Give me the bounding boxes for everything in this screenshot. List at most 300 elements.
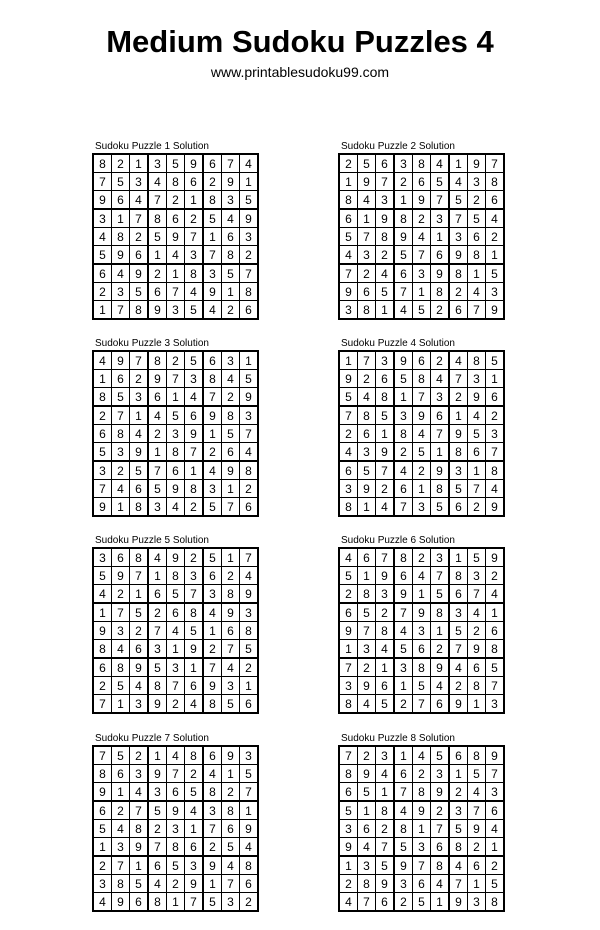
grid-cell: 5 bbox=[486, 875, 505, 893]
grid-cell: 7 bbox=[222, 154, 240, 173]
grid-cell: 9 bbox=[394, 351, 413, 370]
grid-cell: 5 bbox=[93, 567, 112, 585]
grid-cell: 9 bbox=[185, 640, 204, 659]
grid-cell: 8 bbox=[376, 801, 395, 820]
grid-cell: 8 bbox=[431, 283, 450, 301]
grid-cell: 2 bbox=[93, 283, 112, 301]
grid-cell: 4 bbox=[358, 191, 376, 210]
grid-cell: 7 bbox=[358, 893, 376, 912]
grid-cell: 4 bbox=[431, 154, 450, 173]
grid-cell: 1 bbox=[468, 875, 486, 893]
grid-cell: 1 bbox=[339, 640, 358, 659]
grid-row bbox=[93, 228, 258, 246]
grid-cell: 9 bbox=[358, 173, 376, 191]
grid-cell: 6 bbox=[468, 228, 486, 246]
grid-cell: 9 bbox=[394, 585, 413, 604]
grid-cell: 5 bbox=[394, 838, 413, 857]
grid-cell: 4 bbox=[222, 370, 240, 388]
grid-cell: 5 bbox=[222, 425, 240, 443]
grid-cell: 4 bbox=[148, 406, 167, 425]
grid-cell: 1 bbox=[93, 370, 112, 388]
grid-cell: 4 bbox=[93, 585, 112, 604]
grid-cell: 6 bbox=[376, 893, 395, 912]
grid-cell: 2 bbox=[394, 695, 413, 714]
grid-cell: 3 bbox=[431, 765, 450, 783]
grid-cell: 8 bbox=[93, 388, 112, 407]
grid-cell: 9 bbox=[112, 567, 130, 585]
grid-row bbox=[339, 695, 504, 714]
grid-cell: 6 bbox=[394, 567, 413, 585]
grid-cell: 4 bbox=[413, 425, 431, 443]
grid-cell: 5 bbox=[468, 209, 486, 228]
grid-row bbox=[93, 765, 258, 783]
grid-row bbox=[339, 351, 504, 370]
grid-row bbox=[339, 406, 504, 425]
puzzle-1 bbox=[92, 141, 262, 320]
grid-cell: 6 bbox=[468, 443, 486, 462]
grid-cell: 1 bbox=[203, 875, 222, 893]
grid-cell: 3 bbox=[240, 228, 259, 246]
grid-row bbox=[339, 301, 504, 320]
grid-row bbox=[339, 246, 504, 265]
grid-cell: 6 bbox=[222, 443, 240, 462]
grid-cell: 9 bbox=[449, 246, 468, 265]
grid-cell: 7 bbox=[339, 658, 358, 677]
grid-cell: 2 bbox=[240, 480, 259, 498]
grid-cell: 8 bbox=[148, 209, 167, 228]
grid-cell: 9 bbox=[376, 567, 395, 585]
grid-cell: 7 bbox=[486, 154, 505, 173]
grid-cell: 3 bbox=[339, 480, 358, 498]
grid-cell: 8 bbox=[130, 820, 149, 838]
grid-cell: 4 bbox=[240, 154, 259, 173]
grid-cell: 1 bbox=[358, 498, 376, 517]
grid-cell: 1 bbox=[449, 548, 468, 567]
grid-cell: 2 bbox=[358, 658, 376, 677]
grid-cell: 4 bbox=[449, 856, 468, 875]
grid-cell: 3 bbox=[486, 783, 505, 802]
grid-cell: 7 bbox=[486, 443, 505, 462]
grid-cell: 3 bbox=[358, 443, 376, 462]
grid-cell: 9 bbox=[93, 191, 112, 210]
grid-cell: 1 bbox=[240, 351, 259, 370]
grid-cell: 2 bbox=[376, 603, 395, 622]
grid-cell: 3 bbox=[240, 406, 259, 425]
grid-cell: 3 bbox=[148, 154, 167, 173]
grid-cell: 9 bbox=[468, 388, 486, 407]
grid-row bbox=[339, 228, 504, 246]
grid-row bbox=[93, 425, 258, 443]
grid-cell: 1 bbox=[431, 893, 450, 912]
grid-cell: 6 bbox=[112, 765, 130, 783]
grid-cell: 5 bbox=[394, 640, 413, 659]
grid-cell: 5 bbox=[130, 461, 149, 480]
grid-cell: 1 bbox=[339, 173, 358, 191]
grid-cell: 6 bbox=[185, 173, 204, 191]
grid-cell: 2 bbox=[339, 425, 358, 443]
grid-cell: 7 bbox=[93, 173, 112, 191]
grid-cell: 1 bbox=[394, 746, 413, 765]
grid-cell: 6 bbox=[148, 856, 167, 875]
grid-cell: 3 bbox=[358, 856, 376, 875]
grid-cell: 6 bbox=[148, 585, 167, 604]
grid-cell: 8 bbox=[185, 264, 204, 283]
grid-cell: 2 bbox=[376, 246, 395, 265]
grid-cell: 3 bbox=[376, 746, 395, 765]
grid-row bbox=[339, 498, 504, 517]
grid-cell: 1 bbox=[394, 677, 413, 695]
grid-row bbox=[93, 746, 258, 765]
grid-cell: 6 bbox=[93, 264, 112, 283]
grid-cell: 7 bbox=[358, 622, 376, 640]
grid-cell: 2 bbox=[468, 622, 486, 640]
grid-cell: 7 bbox=[449, 209, 468, 228]
grid-cell: 9 bbox=[358, 677, 376, 695]
grid-cell: 6 bbox=[376, 677, 395, 695]
grid-cell: 3 bbox=[203, 801, 222, 820]
grid-cell: 5 bbox=[376, 283, 395, 301]
grid-cell: 1 bbox=[468, 264, 486, 283]
grid-cell: 8 bbox=[486, 173, 505, 191]
grid-cell: 1 bbox=[185, 191, 204, 210]
grid-cell: 3 bbox=[376, 351, 395, 370]
grid-cell: 4 bbox=[394, 622, 413, 640]
grid-cell: 9 bbox=[449, 893, 468, 912]
grid-cell: 9 bbox=[413, 603, 431, 622]
grid-cell: 1 bbox=[376, 783, 395, 802]
grid-cell: 4 bbox=[240, 567, 259, 585]
grid-cell: 5 bbox=[449, 622, 468, 640]
grid-cell: 7 bbox=[376, 548, 395, 567]
grid-cell: 6 bbox=[185, 677, 204, 695]
grid-cell: 1 bbox=[203, 622, 222, 640]
grid-cell: 8 bbox=[339, 191, 358, 210]
grid-cell: 9 bbox=[93, 783, 112, 802]
grid-cell: 9 bbox=[167, 801, 185, 820]
grid-cell: 3 bbox=[394, 658, 413, 677]
grid-cell: 7 bbox=[93, 746, 112, 765]
grid-cell: 5 bbox=[394, 246, 413, 265]
grid-cell: 5 bbox=[148, 801, 167, 820]
grid-cell: 5 bbox=[130, 603, 149, 622]
grid-cell: 8 bbox=[413, 370, 431, 388]
grid-cell: 2 bbox=[240, 893, 259, 912]
grid-cell: 9 bbox=[413, 406, 431, 425]
grid-cell: 9 bbox=[167, 228, 185, 246]
puzzle-2 bbox=[338, 141, 508, 320]
grid-cell: 3 bbox=[339, 301, 358, 320]
grid-cell: 4 bbox=[240, 838, 259, 857]
grid-cell: 4 bbox=[203, 765, 222, 783]
grid-row bbox=[93, 461, 258, 480]
grid-cell: 8 bbox=[358, 301, 376, 320]
grid-cell: 2 bbox=[167, 191, 185, 210]
grid-row bbox=[339, 480, 504, 498]
grid-row bbox=[93, 191, 258, 210]
grid-cell: 3 bbox=[185, 856, 204, 875]
grid-cell: 9 bbox=[468, 154, 486, 173]
grid-cell: 7 bbox=[148, 461, 167, 480]
grid-cell: 7 bbox=[394, 498, 413, 517]
grid-cell: 2 bbox=[112, 461, 130, 480]
grid-cell: 3 bbox=[203, 480, 222, 498]
grid-cell: 2 bbox=[112, 585, 130, 604]
grid-cell: 9 bbox=[112, 246, 130, 265]
grid-cell: 2 bbox=[240, 246, 259, 265]
grid-cell: 1 bbox=[222, 548, 240, 567]
grid-cell: 9 bbox=[468, 640, 486, 659]
grid-cell: 2 bbox=[240, 658, 259, 677]
grid-cell: 6 bbox=[339, 603, 358, 622]
grid-cell: 3 bbox=[167, 425, 185, 443]
grid-row bbox=[339, 856, 504, 875]
grid-row bbox=[339, 640, 504, 659]
grid-cell: 3 bbox=[486, 425, 505, 443]
grid-cell: 7 bbox=[468, 801, 486, 820]
grid-cell: 4 bbox=[167, 498, 185, 517]
grid-cell: 2 bbox=[222, 783, 240, 802]
grid-cell: 6 bbox=[130, 246, 149, 265]
grid-cell: 3 bbox=[167, 820, 185, 838]
grid-cell: 1 bbox=[376, 301, 395, 320]
grid-cell: 5 bbox=[394, 370, 413, 388]
grid-cell: 1 bbox=[413, 820, 431, 838]
grid-cell: 3 bbox=[339, 820, 358, 838]
grid-cell: 5 bbox=[112, 746, 130, 765]
grid-cell: 9 bbox=[358, 765, 376, 783]
grid-cell: 3 bbox=[339, 677, 358, 695]
grid-cell: 4 bbox=[112, 820, 130, 838]
grid-cell: 2 bbox=[222, 567, 240, 585]
grid-cell: 4 bbox=[93, 351, 112, 370]
grid-cell: 9 bbox=[93, 622, 112, 640]
grid-cell: 2 bbox=[185, 498, 204, 517]
grid-cell: 3 bbox=[468, 173, 486, 191]
grid-cell: 4 bbox=[167, 622, 185, 640]
grid-cell: 1 bbox=[222, 283, 240, 301]
grid-cell: 4 bbox=[449, 351, 468, 370]
grid-cell: 6 bbox=[358, 820, 376, 838]
sudoku-grid bbox=[338, 153, 505, 320]
grid-cell: 6 bbox=[394, 480, 413, 498]
grid-cell: 9 bbox=[413, 191, 431, 210]
grid-cell: 7 bbox=[431, 425, 450, 443]
grid-cell: 1 bbox=[185, 820, 204, 838]
grid-cell: 3 bbox=[431, 388, 450, 407]
grid-cell: 2 bbox=[449, 283, 468, 301]
grid-cell: 1 bbox=[358, 567, 376, 585]
grid-cell: 8 bbox=[449, 443, 468, 462]
grid-cell: 1 bbox=[486, 603, 505, 622]
grid-cell: 8 bbox=[376, 388, 395, 407]
grid-cell: 4 bbox=[376, 498, 395, 517]
grid-cell: 5 bbox=[185, 783, 204, 802]
grid-cell: 3 bbox=[486, 283, 505, 301]
grid-cell: 7 bbox=[413, 856, 431, 875]
grid-cell: 5 bbox=[431, 173, 450, 191]
grid-cell: 8 bbox=[112, 658, 130, 677]
grid-cell: 2 bbox=[394, 443, 413, 462]
grid-cell: 5 bbox=[203, 548, 222, 567]
grid-cell: 8 bbox=[240, 856, 259, 875]
grid-row bbox=[339, 783, 504, 802]
grid-cell: 5 bbox=[358, 783, 376, 802]
grid-cell: 1 bbox=[93, 838, 112, 857]
grid-cell: 4 bbox=[376, 640, 395, 659]
grid-cell: 6 bbox=[148, 283, 167, 301]
grid-cell: 3 bbox=[394, 406, 413, 425]
grid-cell: 2 bbox=[148, 264, 167, 283]
grid-row bbox=[93, 246, 258, 265]
grid-cell: 4 bbox=[358, 838, 376, 857]
grid-cell: 7 bbox=[148, 838, 167, 857]
grid-row bbox=[93, 480, 258, 498]
grid-cell: 5 bbox=[93, 246, 112, 265]
grid-cell: 5 bbox=[413, 893, 431, 912]
grid-cell: 2 bbox=[449, 677, 468, 695]
grid-cell: 3 bbox=[112, 622, 130, 640]
grid-cell: 7 bbox=[431, 191, 450, 210]
grid-cell: 3 bbox=[376, 191, 395, 210]
grid-cell: 8 bbox=[358, 406, 376, 425]
grid-cell: 6 bbox=[240, 695, 259, 714]
grid-cell: 8 bbox=[468, 351, 486, 370]
grid-row bbox=[93, 603, 258, 622]
grid-cell: 9 bbox=[449, 695, 468, 714]
grid-cell: 7 bbox=[130, 567, 149, 585]
grid-cell: 9 bbox=[486, 746, 505, 765]
grid-row bbox=[93, 264, 258, 283]
grid-cell: 2 bbox=[148, 425, 167, 443]
grid-cell: 9 bbox=[394, 856, 413, 875]
grid-cell: 9 bbox=[376, 875, 395, 893]
grid-cell: 1 bbox=[449, 765, 468, 783]
grid-cell: 9 bbox=[185, 875, 204, 893]
grid-cell: 3 bbox=[394, 154, 413, 173]
grid-cell: 4 bbox=[203, 603, 222, 622]
grid-cell: 1 bbox=[148, 567, 167, 585]
puzzle-6 bbox=[338, 535, 508, 714]
grid-cell: 3 bbox=[222, 893, 240, 912]
grid-cell: 9 bbox=[240, 585, 259, 604]
grid-cell: 1 bbox=[449, 406, 468, 425]
grid-cell: 6 bbox=[358, 548, 376, 567]
grid-cell: 7 bbox=[148, 622, 167, 640]
grid-cell: 8 bbox=[93, 640, 112, 659]
grid-row bbox=[93, 567, 258, 585]
grid-cell: 8 bbox=[468, 677, 486, 695]
grid-cell: 2 bbox=[486, 856, 505, 875]
grid-cell: 8 bbox=[185, 746, 204, 765]
grid-row bbox=[339, 283, 504, 301]
grid-cell: 3 bbox=[130, 695, 149, 714]
grid-row bbox=[339, 567, 504, 585]
grid-cell: 6 bbox=[167, 209, 185, 228]
grid-cell: 4 bbox=[394, 461, 413, 480]
grid-cell: 7 bbox=[130, 351, 149, 370]
grid-cell: 8 bbox=[167, 173, 185, 191]
grid-cell: 3 bbox=[449, 801, 468, 820]
grid-cell: 4 bbox=[222, 209, 240, 228]
grid-cell: 7 bbox=[93, 480, 112, 498]
grid-cell: 7 bbox=[339, 264, 358, 283]
grid-cell: 9 bbox=[376, 209, 395, 228]
grid-cell: 9 bbox=[486, 498, 505, 517]
grid-cell: 6 bbox=[339, 209, 358, 228]
grid-cell: 4 bbox=[112, 480, 130, 498]
grid-cell: 1 bbox=[486, 246, 505, 265]
grid-cell: 2 bbox=[394, 173, 413, 191]
grid-cell: 4 bbox=[449, 658, 468, 677]
grid-cell: 9 bbox=[130, 838, 149, 857]
grid-cell: 4 bbox=[130, 191, 149, 210]
grid-row bbox=[93, 838, 258, 857]
grid-cell: 9 bbox=[486, 548, 505, 567]
grid-cell: 7 bbox=[413, 695, 431, 714]
grid-cell: 1 bbox=[167, 893, 185, 912]
grid-cell: 1 bbox=[486, 838, 505, 857]
sudoku-grid bbox=[338, 350, 505, 517]
grid-cell: 5 bbox=[167, 154, 185, 173]
grid-cell: 8 bbox=[394, 548, 413, 567]
grid-cell: 2 bbox=[130, 622, 149, 640]
sudoku-grid bbox=[92, 547, 259, 714]
grid-cell: 6 bbox=[394, 264, 413, 283]
grid-cell: 3 bbox=[486, 695, 505, 714]
grid-cell: 2 bbox=[112, 154, 130, 173]
grid-row bbox=[93, 406, 258, 425]
grid-cell: 1 bbox=[394, 191, 413, 210]
grid-cell: 2 bbox=[431, 801, 450, 820]
grid-cell: 1 bbox=[130, 154, 149, 173]
grid-cell: 4 bbox=[486, 480, 505, 498]
grid-cell: 9 bbox=[203, 283, 222, 301]
grid-cell: 5 bbox=[112, 388, 130, 407]
grid-cell: 4 bbox=[431, 370, 450, 388]
grid-cell: 6 bbox=[431, 406, 450, 425]
grid-cell: 4 bbox=[148, 875, 167, 893]
grid-cell: 1 bbox=[222, 480, 240, 498]
grid-cell: 5 bbox=[148, 228, 167, 246]
grid-cell: 2 bbox=[222, 301, 240, 320]
grid-cell: 9 bbox=[222, 173, 240, 191]
grid-cell: 6 bbox=[185, 406, 204, 425]
grid-row bbox=[93, 585, 258, 604]
grid-cell: 1 bbox=[112, 209, 130, 228]
grid-row bbox=[339, 585, 504, 604]
grid-cell: 7 bbox=[431, 820, 450, 838]
grid-cell: 1 bbox=[93, 301, 112, 320]
grid-cell: 1 bbox=[413, 585, 431, 604]
grid-cell: 9 bbox=[203, 677, 222, 695]
grid-cell: 5 bbox=[376, 406, 395, 425]
grid-cell: 9 bbox=[394, 228, 413, 246]
grid-cell: 6 bbox=[222, 820, 240, 838]
grid-cell: 8 bbox=[130, 301, 149, 320]
grid-cell: 1 bbox=[358, 209, 376, 228]
grid-cell: 1 bbox=[486, 370, 505, 388]
grid-cell: 4 bbox=[222, 856, 240, 875]
grid-cell: 4 bbox=[413, 567, 431, 585]
grid-row bbox=[339, 443, 504, 462]
grid-cell: 6 bbox=[93, 658, 112, 677]
grid-cell: 3 bbox=[130, 173, 149, 191]
grid-cell: 5 bbox=[167, 585, 185, 604]
grid-cell: 9 bbox=[431, 264, 450, 283]
grid-cell: 1 bbox=[203, 228, 222, 246]
grid-cell: 8 bbox=[130, 498, 149, 517]
grid-cell: 9 bbox=[339, 283, 358, 301]
